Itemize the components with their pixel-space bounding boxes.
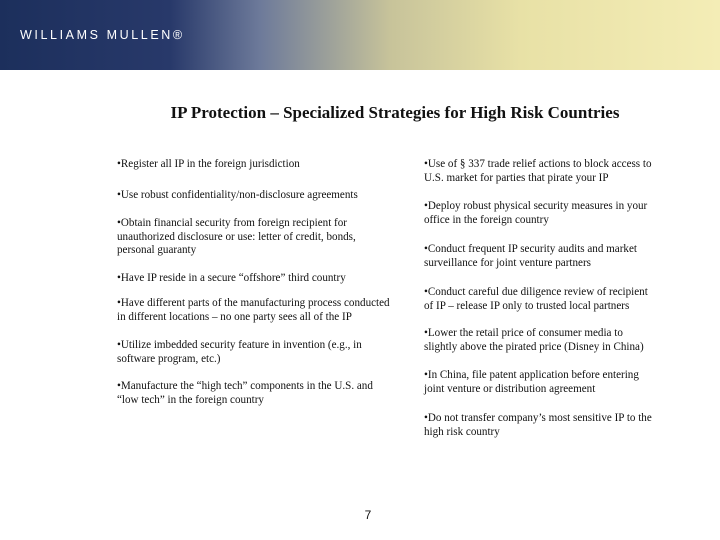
right-bullet-list xyxy=(424,158,656,439)
bullet-item: •Register all IP in the foreign jurisdiction xyxy=(117,158,300,170)
bullet-item: •Manufacture the “high tech” components in the U.S. and “low tech” in the foreign country xyxy=(117,380,373,406)
bullet-item: •Use of § 337 trade relief actions to block access to U.S. market for parties that pirate your IP xyxy=(424,158,652,184)
bullet-item: •Conduct frequent IP security audits and market surveillance for joint venture partners xyxy=(424,243,637,269)
bullet-item: •Obtain financial security from foreign recipient for unauthorized disclosure or use: letter of credit, bonds, personal guaranty xyxy=(117,217,356,256)
header-banner xyxy=(0,0,720,70)
bullet-item: •In China, file patent application before entering joint venture or distribution agreement xyxy=(424,369,639,395)
bullet-item: •Do not transfer company’s most sensitive IP to the high risk country xyxy=(424,412,652,438)
bullet-item: •Use robust confidentiality/non-disclosure agreements xyxy=(117,188,358,201)
bullet-item: •Lower the retail price of consumer media to slightly above the pirated price (Disney in China) xyxy=(424,327,644,353)
bullet-item: •Conduct careful due diligence review of recipient of IP – release IP only to trusted local partners xyxy=(424,286,648,312)
bullet-item: •Utilize imbedded security feature in invention (e.g., in software program, etc.) xyxy=(117,339,362,365)
bullet-item: •Have different parts of the manufacturing process conducted in different locations – no one party sees all of the IP xyxy=(117,297,390,323)
bullet-item: •Have IP reside in a secure “offshore” third country xyxy=(117,271,346,284)
bullet-item: •Deploy robust physical security measures in your office in the foreign country xyxy=(424,200,648,226)
logo: WILLIAMS MULLEN® xyxy=(20,28,185,42)
page-number: 7 xyxy=(364,508,372,522)
slide-title: IP Protection – Specialized Strategies for High Risk Countries xyxy=(170,103,620,122)
left-bullet-list xyxy=(117,158,392,407)
